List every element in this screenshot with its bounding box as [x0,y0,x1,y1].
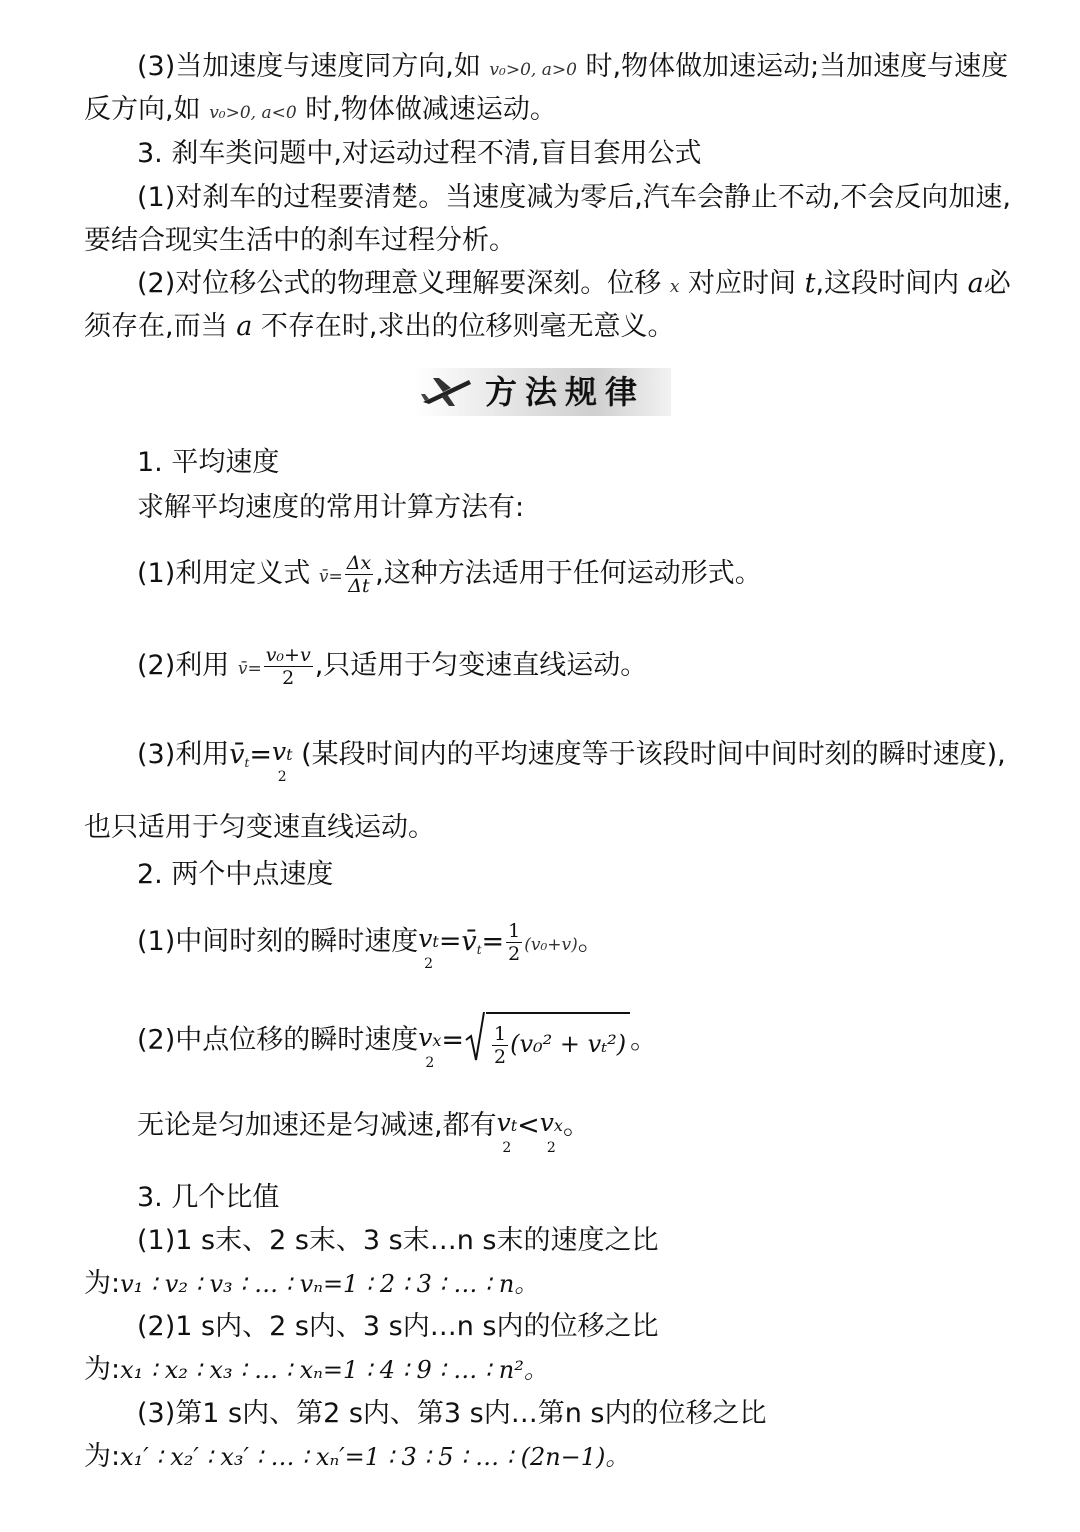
error-p3-line2 [0,90,1080,133]
numerator: v₀+v [265,644,311,666]
s3-p2-line2 [0,1350,1080,1390]
s3-title: 3. 几个比值 [137,1182,280,1213]
v: v [418,1022,433,1052]
numerator: Δx [346,552,372,574]
text: (某段时间内的平均速度等于该段时间中间时刻的瞬时速度), [292,739,1006,770]
sum-formula: (v₀+v) [524,935,578,955]
error-item3-p1-line1: (1)对刹车的过程要清楚。当速度减为零后,汽车会静止不动,不会反向加速, [137,182,1011,213]
v-symbol [418,1023,441,1052]
text: 时,物体做减速运动。 [305,94,557,125]
s3-p1-line1: (1)1 s末、2 s末、3 s末…n s末的速度之比 [137,1225,659,1256]
error-item3-title: 3. 刹车类问题中,对运动过程不清,盲目套用公式 [137,138,702,169]
text: (2)利用 [137,650,230,681]
text: 必 [983,268,1011,299]
vbar-symbol: v̄ [229,739,245,770]
text: 不存在时,求出的位移则毫无意义。 [260,311,675,342]
fraction [492,1023,508,1068]
s3-p3-line1: (3)第1 s内、第2 s内、第3 s内…第n s内的位移之比 [137,1398,767,1429]
v: v [271,737,287,766]
formula-lhs: v̄= [318,567,343,587]
banner-title: 方法规律 [485,373,646,411]
square-root [464,1012,630,1070]
sub-top: t [432,932,439,951]
text: 须存在,而当 [84,311,228,342]
text: 对应时间 [688,268,797,299]
equals: = [481,926,505,957]
v-half-x [418,1022,442,1074]
error-item3-p2-line2 [0,307,1080,347]
text: 为: [84,1268,121,1299]
denominator: 2 [282,667,295,689]
sub-top: x [553,1116,563,1135]
sub-bottom: 2 [424,956,433,972]
error-p3-line1 [0,47,1080,90]
error-item3-p2-line1 [0,264,1080,307]
sub-bottom: 2 [425,1054,435,1071]
var-t: t [804,268,816,299]
v-symbol [540,1108,563,1137]
condition-formula: v₀>0, a>0 [489,60,577,80]
denominator: 2 [508,943,521,965]
text: (2)对位移公式的物理意义理解要深刻。位移 [137,268,662,299]
s1-intro: 求解平均速度的常用计算方法有: [137,492,525,523]
sub-bottom: 2 [277,769,287,785]
s1-p2 [0,642,1080,693]
s3-p1-line2 [0,1264,1080,1304]
v-half-x [539,1108,563,1159]
period: 。 [577,926,605,957]
sub-bottom: 2 [546,1140,556,1156]
fraction [506,920,522,965]
ratio-formula: x₁ ∶ x₂ ∶ x₃ ∶ … ∶ xₙ=1 ∶ 4 ∶ 9 ∶ … ∶ n²。 [120,1356,548,1384]
v-symbol [418,924,439,953]
var-a: a [236,311,253,342]
fraction [345,552,373,597]
ratio-formula: x₁′ ∶ x₂′ ∶ x₃′ ∶ … ∶ xₙ′=1 ∶ 3 ∶ 5 ∶ … ∶ (2n−1)。 [120,1443,630,1471]
text: (1)利用定义式 [137,558,311,589]
numerator: 1 [494,1023,507,1045]
inner-formula: (v₀² + vₜ²) [510,1030,627,1058]
text: 为: [84,1354,121,1385]
v-half-t [271,737,293,788]
sub-top: t [510,1116,518,1135]
condition-formula: v₀>0, a<0 [209,103,297,123]
v: v [539,1108,554,1137]
v: v [418,924,433,953]
subscript: t [476,943,482,957]
error-item3-p1-line2: 要结合现实生活中的刹车过程分析。 [84,225,516,256]
numerator: 1 [508,920,521,942]
v-symbol [272,737,293,766]
denominator: Δt [348,575,370,597]
text: ,这段时间内 [815,268,960,299]
sub-bottom: 2 [502,1140,512,1156]
s2-p2 [0,1012,1080,1074]
equals: = [249,739,272,770]
sub-top: x [432,1030,442,1050]
radicand [486,1012,630,1070]
text: (3)当加速度与速度同方向,如 [137,51,481,82]
vbar [229,739,249,770]
var-x: x [669,277,680,297]
var-a: a [967,268,984,299]
text: ,这种方法适用于任何运动形式。 [375,558,762,589]
fraction [264,644,313,689]
section-banner [415,368,671,416]
text: 时,物体做加速运动;当加速度与速度 [585,51,1009,82]
period: 。 [630,1024,658,1056]
less-than: < [517,1110,540,1141]
text: 反方向,如 [84,94,201,125]
text: 为: [84,1441,121,1472]
s3-p3-line2 [0,1437,1080,1477]
s1-p3 [0,735,1080,788]
s1-p3-cont: 也只适用于匀变速直线运动。 [84,812,435,843]
text: (2)中点位移的瞬时速度 [137,1024,419,1056]
text: (3)利用 [137,739,230,770]
text: (1)中间时刻的瞬时速度 [137,926,419,957]
equals: = [441,1024,465,1056]
formula-lhs: v̄= [237,659,262,679]
vbar: =v̄ [438,926,477,957]
period: 。 [562,1110,590,1141]
s1-title: 1. 平均速度 [137,447,280,478]
sub-top: t [286,745,293,764]
airplane-icon [419,372,475,412]
s2-p3 [0,1106,1080,1159]
subscript: t [244,756,250,770]
radical-sign-icon [464,1006,486,1066]
v-half-t [496,1108,518,1159]
v-half-t [418,924,439,975]
ratio-formula: v₁ ∶ v₂ ∶ v₃ ∶ … ∶ vₙ=1 ∶ 2 ∶ 3 ∶ … ∶ n。 [120,1270,539,1298]
v-symbol [497,1108,518,1137]
s2-title: 2. 两个中点速度 [137,859,334,890]
text: 无论是匀加速还是匀减速,都有 [137,1110,497,1141]
text: ,只适用于匀变速直线运动。 [314,650,648,681]
s2-p1 [0,918,1080,975]
s3-p2-line1: (2)1 s内、2 s内、3 s内…n s内的位移之比 [137,1311,659,1342]
s1-p1 [0,550,1080,601]
v: v [496,1108,511,1137]
denominator: 2 [494,1046,507,1068]
